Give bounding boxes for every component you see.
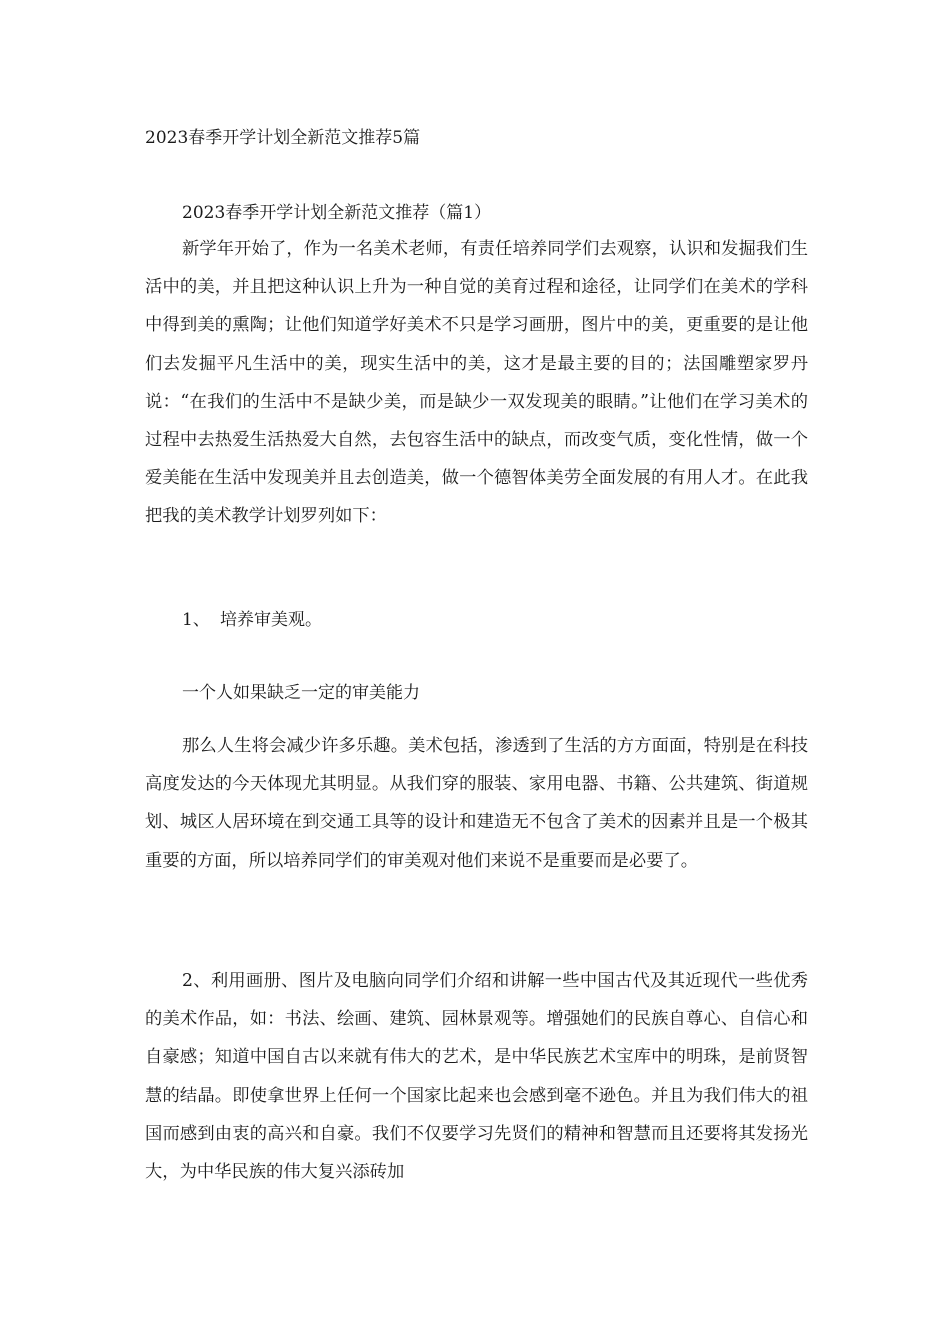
document-title: 2023春季开学计划全新范文推荐5篇 (145, 128, 421, 148)
list-item-1-subheading: 一个人如果缺乏一定的审美能力 (182, 683, 420, 703)
list-item-1 (182, 606, 322, 634)
intro-paragraph: 新学年开始了，作为一名美术老师，有责任培养同学们去观察，认识和发掘我们生活中的美，并且把这种认识上升为一种自觉的美育过程和途径，让同学们在美术的学科中得到美的熏陶；让他们知道学好美术不只是学习画册，图片中的美，更重要的是让他们去发掘平凡生活中的美，现实生活中的美，这才是最主要的目的；法国雕塑家罗丹说：“在我们的生活中不是缺少美，而是缺少一双发现美的眼睛。”让他们在学习美术的过程中去热爱生活热爱大自然，去包容生活中的缺点，而改变气质，变化性情，做一个爱美能在生活中发现美并且去创造美，做一个德智体美劳全面发展的有用人才。在此我把我的美术教学计划罗列如下： (145, 239, 808, 527)
list-item-2-body: 2、利用画册、图片及电脑向同学们介绍和讲解一些中国古代及其近现代一些优秀的美术作品，如：书法、绘画、建筑、园林景观等。增强她们的民族自尊心、自信心和自豪感；知道中国自古以来就有伟大的艺术，是中华民族艺术宝库中的明珠，是前贤智慧的结晶。即使拿世界上任何一个国家比起来也会感到毫不逊色。并且为我们伟大的祖国而感到由衷的高兴和自豪。我们不仅要学习先贤们的精神和智慧而且还要将其发扬光大，为中华民族的伟大复兴添砖加 (145, 971, 808, 1183)
list-item-1-body: 那么人生将会减少许多乐趣。美术包括，渗透到了生活的方方面面，特别是在科技高度发达的今天体现尤其明显。从我们穿的服装、家用电器、书籍、公共建筑、街道规划、城区人居环境在到交通工具等的设计和建造无不包含了美术的因素并且是一个极其重要的方面，所以培养同学们的审美观对他们来说不是重要而是必要了。 (145, 736, 808, 871)
section-heading: 2023春季开学计划全新范文推荐（篇1） (182, 203, 492, 223)
list-item-1-number: 1、 (182, 610, 210, 630)
list-item-1-text: 培养审美观。 (220, 610, 322, 630)
